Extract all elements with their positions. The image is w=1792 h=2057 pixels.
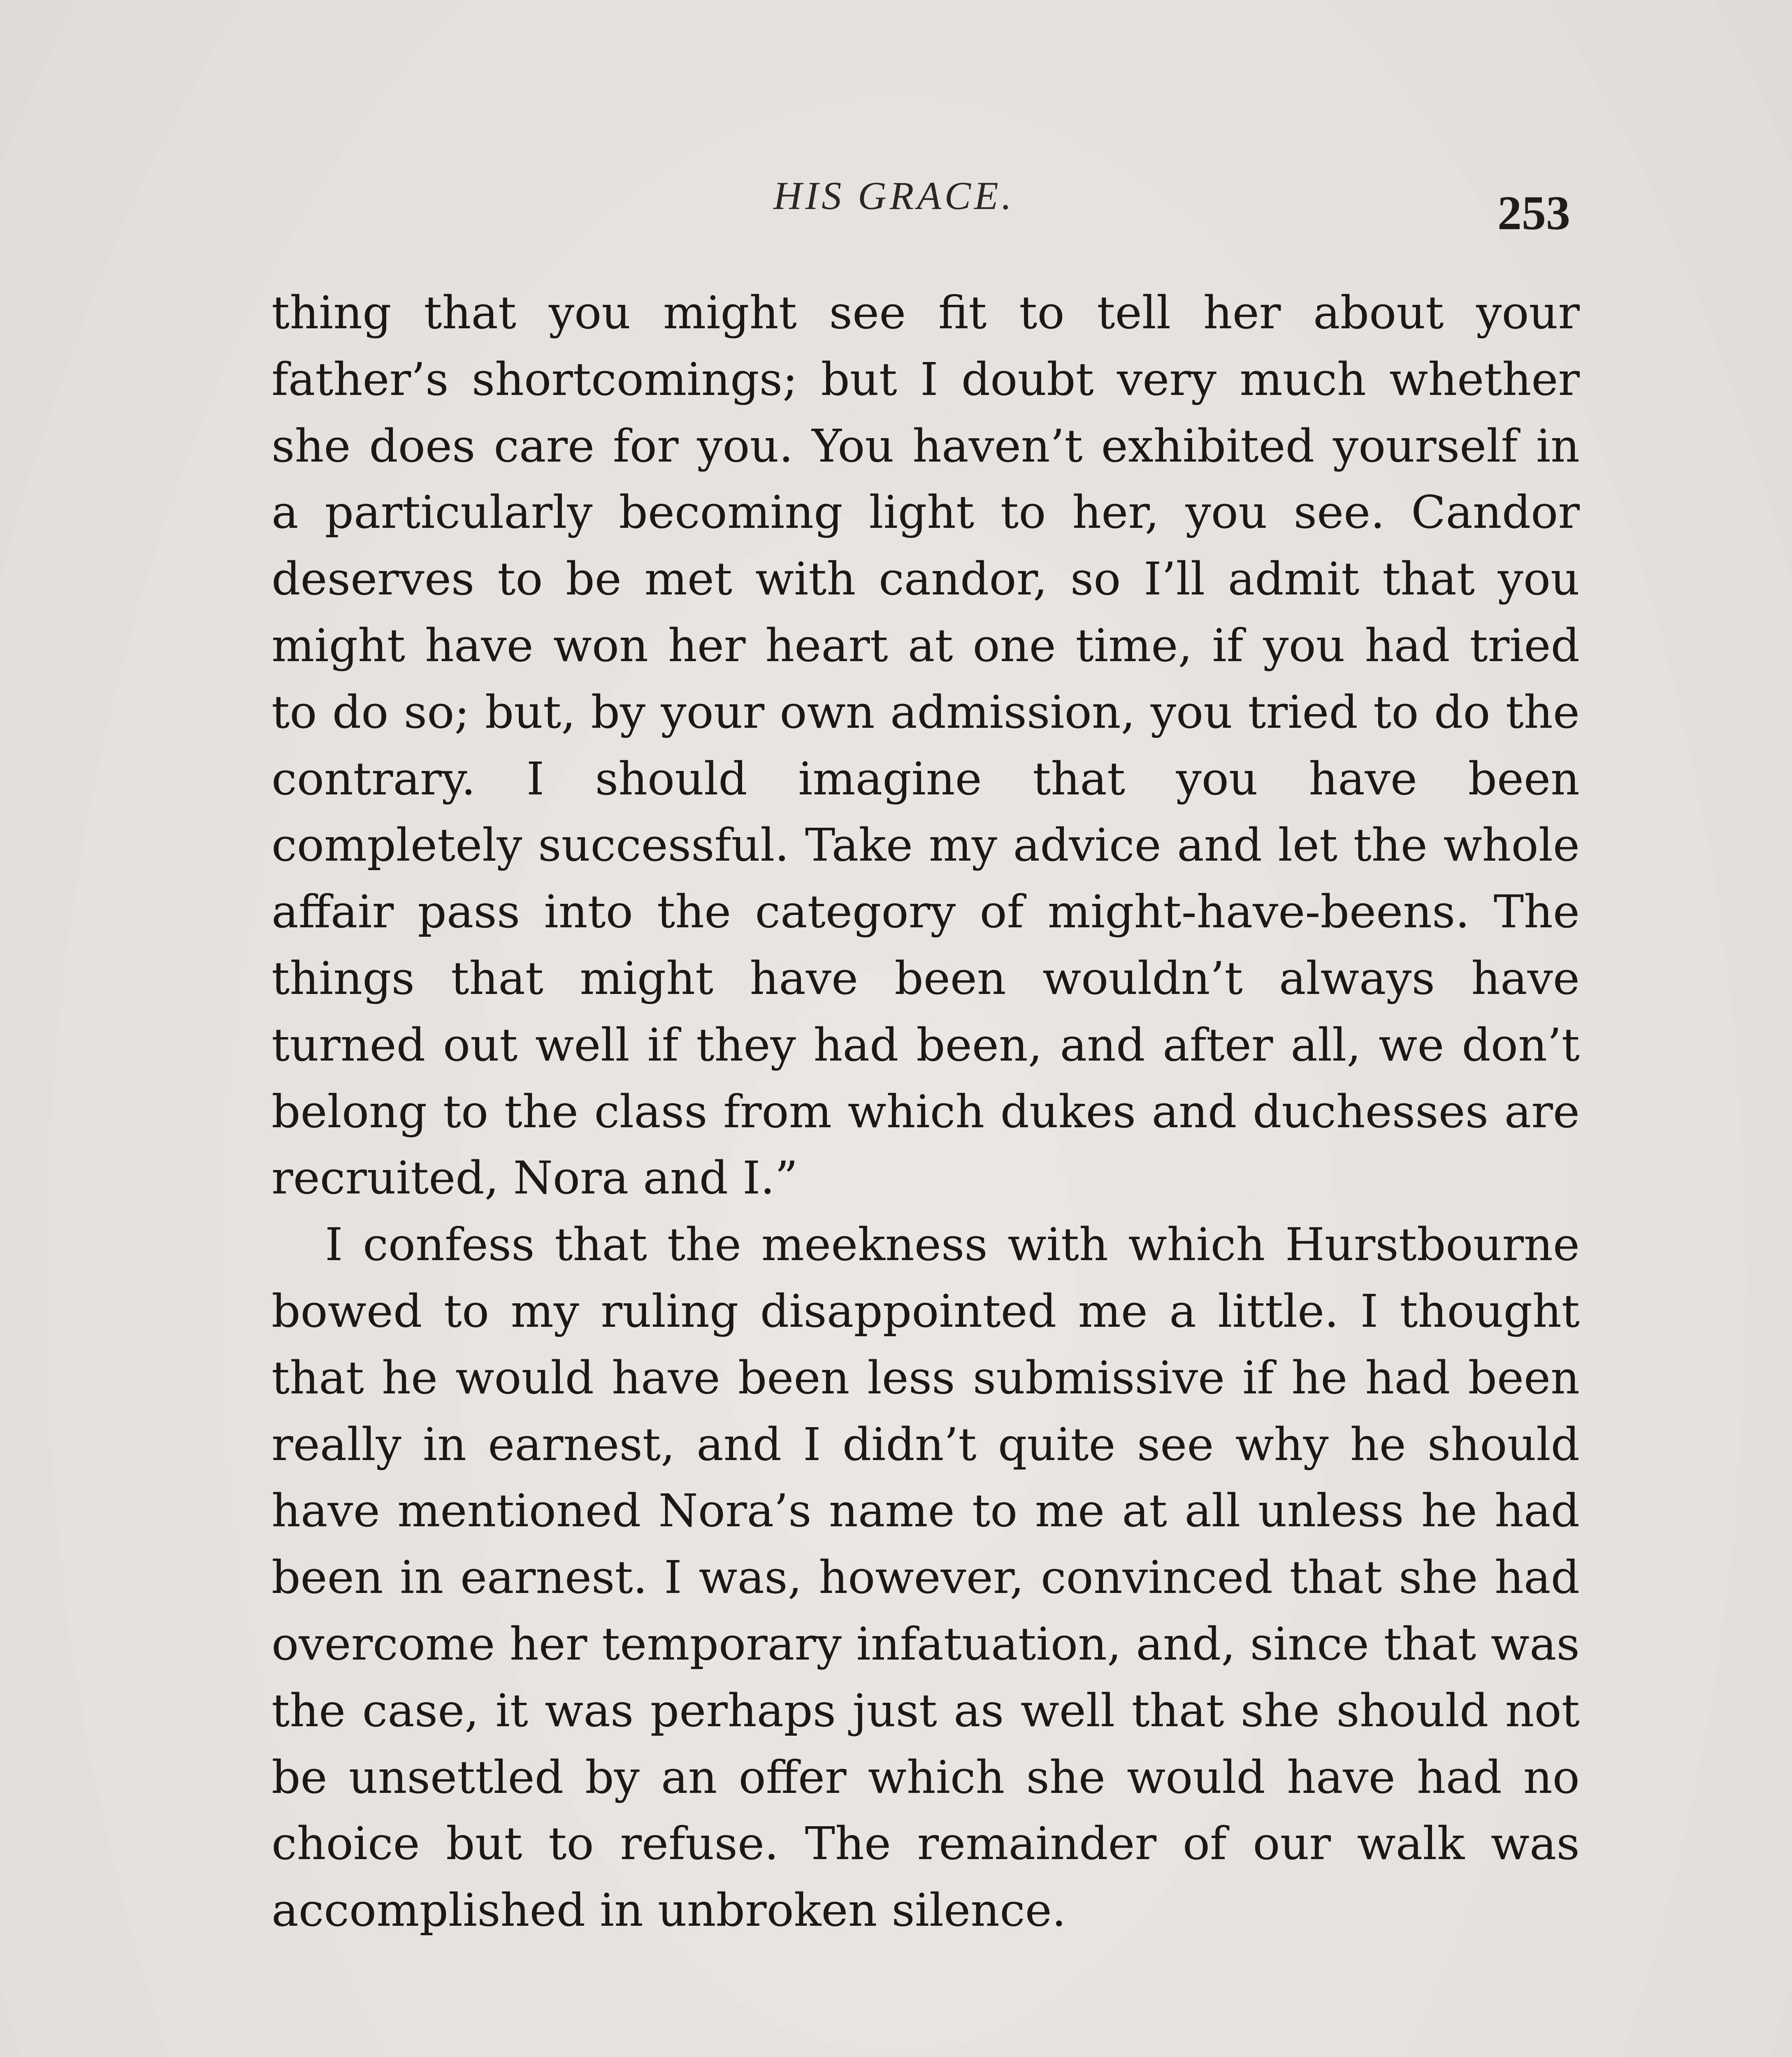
paragraph: I confess that the meekness with which Hurstbourne bowed to my ruling disappointed me a little. I thought that he would have been less submissive if he had been really in earnest, and I didn’t quite see why he should have mentioned Nora’s name to me at all unless he had been in earnest. I was, however, convinced that she had overcome her temporary infatuation, and, since that was the case, it was perhaps just as well that she should not be unsettled by an offer which she would have had no choice but to refuse. The remainder of our walk was accomplished in unbroken silence. (272, 1218, 1580, 1937)
running-title: HIS GRACE. (773, 174, 1015, 218)
body-text (272, 280, 1580, 1944)
paragraph-continued: thing that you might see fit to tell her about your father’s shortcomings; but I doubt very much whether she does care for you. You haven’t exhibited yourself in a particularly becoming light to her, you see. Candor deserves to be met with candor, so I’ll admit that you might have won her heart at one time, if you had tried to do so; but, by your own admission, you tried to do the contrary. I should imagine that you have been completely successful. Take my advice and let the whole affair pass into the category of might-have-beens. The things that might have been wouldn’t always have turned out well if they had been, and after all, we don’t belong to the class from which dukes and duchesses are recruited, Nora and I.” (272, 286, 1580, 1205)
page-number: 253 (1497, 186, 1570, 240)
